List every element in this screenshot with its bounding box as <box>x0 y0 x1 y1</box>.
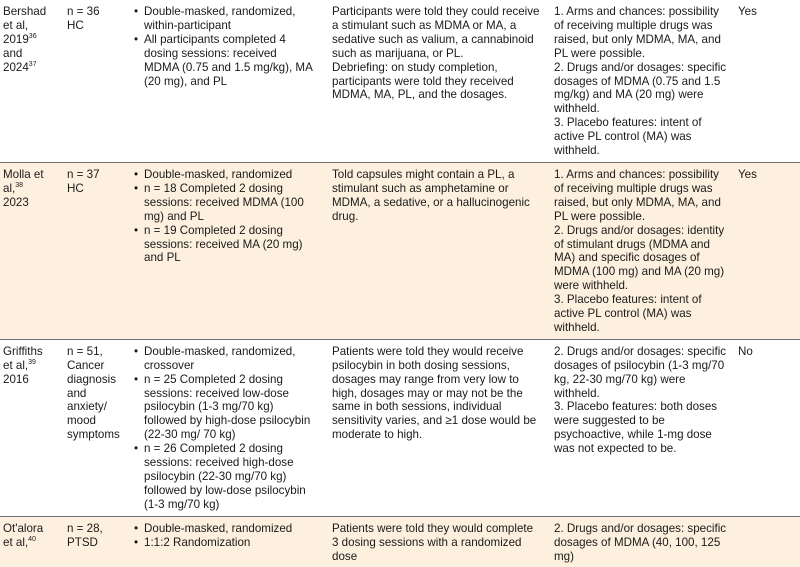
answer-cell: Yes <box>732 162 800 339</box>
info-cell: Patients were told they would receive psilocybin in both dosing sessions, dosages may range from very low to high, dosages may or may not be the same in both sessions, individual sensitivity varies, and ≥1 dose would be moderate to high. <box>318 339 544 516</box>
table-row <box>0 0 800 162</box>
design-cell <box>120 516 318 567</box>
design-cell <box>120 0 318 162</box>
sample-cell: n = 28, PTSD <box>56 516 120 567</box>
list-item: • 1:1:2 Randomization <box>134 536 314 550</box>
list-item: • Double-masked, randomized, within-participant <box>134 5 314 33</box>
study-cell: Bershad et al, 2019$^{36}$ and 2024$^{37}$ <box>0 0 56 162</box>
sample-cell: n = 36 HC <box>56 0 120 162</box>
sample-cell: n = 51, Cancer diagnosis and anxiety/ mood symptoms <box>56 339 120 516</box>
study-cell: Molla et al,$^{38}$ 2023 <box>0 162 56 339</box>
design-cell <box>120 162 318 339</box>
list-item: • Double-masked, randomized, crossover <box>134 345 314 373</box>
withheld-cell: 1. Arms and chances: possibility of receiving multiple drugs was raised, but only MDMA, MA, and PL were possible. 2. Drugs and/or dosages: specific dosages of MDMA (0.75 and 1.5 mg/kg) and MA (20 mg) were withheld. 3. Placebo features: intent of active PL control (MA) was withheld. <box>544 0 732 162</box>
table-row <box>0 339 800 516</box>
withheld-cell: 2. Drugs and/or dosages: specific dosages of MDMA (40, 100, 125 mg) <box>544 516 732 567</box>
withheld-cell: 1. Arms and chances: possibility of receiving multiple drugs was raised, but only MDMA, MA, and PL were possible. 2. Drugs and/or dosages: identity of stimulant drugs (MDMA and MA) and specific dosages of MDMA (100 mg) and MA (20 mg) were withheld. 3. Placebo features: intent of active PL control (MA) was withheld. <box>544 162 732 339</box>
info-cell: Patients were told they would complete 3 dosing sessions with a randomized dose <box>318 516 544 567</box>
study-cell: Griffiths et al,$^{39}$ 2016 <box>0 339 56 516</box>
list-item: • n = 18 Completed 2 dosing sessions: received MDMA (100 mg) and PL <box>134 182 314 224</box>
study-cell: Ot'alora et al,$^{40}$ <box>0 516 56 567</box>
info-cell: Participants were told they could receive a stimulant such as MDMA or MA, a sedative such as valium, a cannabinoid such as marijuana, or PL. Debriefing: on study completion, participants were told they received MDMA, MA, PL, and the dosages. <box>318 0 544 162</box>
list-item: • Double-masked, randomized <box>134 522 314 536</box>
design-cell <box>120 339 318 516</box>
answer-cell: Yes <box>732 0 800 162</box>
answer-cell: No <box>732 339 800 516</box>
table-row <box>0 516 800 567</box>
list-item: • Double-masked, randomized <box>134 168 314 182</box>
list-item: • All participants completed 4 dosing sessions: received MDMA (0.75 and 1.5 mg/kg), MA (20 mg), and PL <box>134 33 314 89</box>
info-cell: Told capsules might contain a PL, a stimulant such as amphetamine or MDMA, a sedative, or a hallucinogenic drug. <box>318 162 544 339</box>
answer-cell <box>732 516 800 567</box>
list-item: • n = 25 Completed 2 dosing sessions: received low-dose psilocybin (1-3 mg/70 kg) followed by high-dose psilocybin (22-30 mg/ 70 kg) <box>134 373 314 443</box>
table-row <box>0 162 800 339</box>
list-item: • n = 19 Completed 2 dosing sessions: received MA (20 mg) and PL <box>134 224 314 266</box>
list-item: • n = 26 Completed 2 dosing sessions: received high-dose psilocybin (22-30 mg/70 kg) followed by low-dose psilocybin (1-3 mg/70 kg) <box>134 442 314 512</box>
withheld-cell: 2. Drugs and/or dosages: specific dosages of psilocybin (1-3 mg/70 kg, 22-30 mg/70 kg) were withheld. 3. Placebo features: both doses were suggested to be psychoactive, while 1-mg dose was not expected to be. <box>544 339 732 516</box>
sample-cell: n = 37 HC <box>56 162 120 339</box>
